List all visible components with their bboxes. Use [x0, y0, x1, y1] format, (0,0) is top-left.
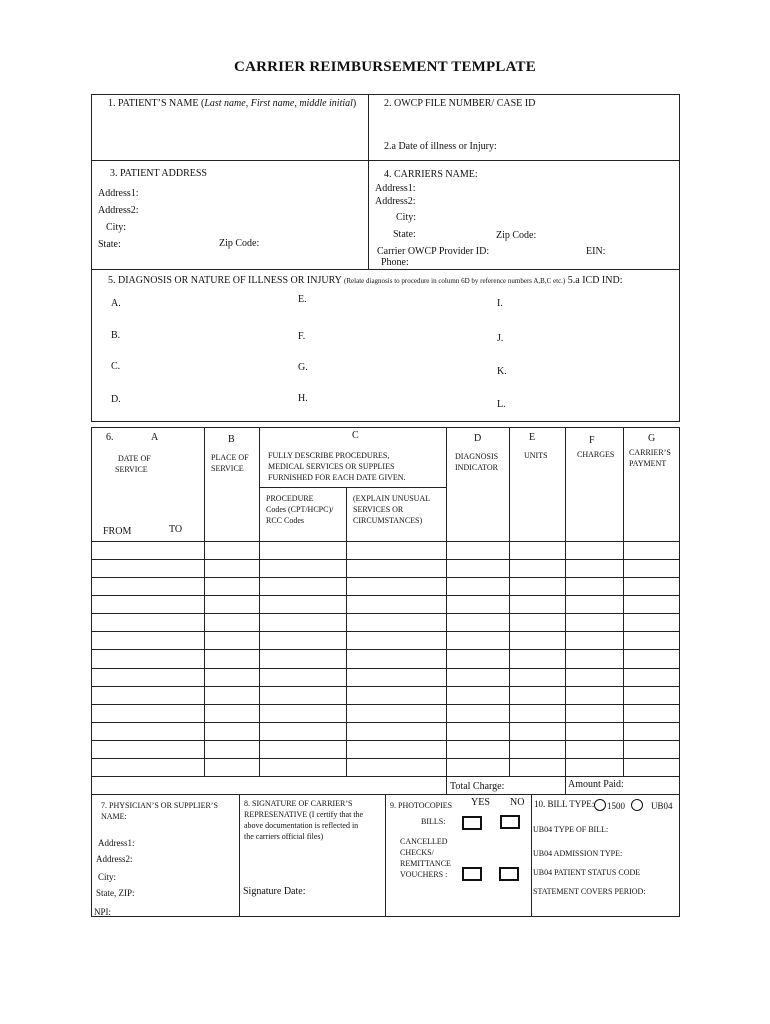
col-C-sub1: FULLY DESCRIBE PROCEDURES,	[268, 451, 390, 460]
diagnosis-J: J.	[497, 333, 504, 344]
explain-label-2: SERVICES OR	[353, 505, 404, 514]
divider	[204, 427, 205, 776]
patient-address2-label: Address2:	[98, 205, 139, 216]
divider	[91, 794, 92, 916]
signature-label-3: above documentation is reflected in	[244, 821, 359, 830]
cancelled-checks-label-1: CANCELLED	[400, 837, 448, 846]
service-row-line	[91, 740, 680, 741]
owcp-file-number-label: 2. OWCP FILE NUMBER/ CASE ID	[384, 98, 536, 109]
yes-label: YES	[471, 797, 490, 808]
col-G-header: G	[648, 433, 656, 444]
col-D-sub2: INDICATOR	[455, 463, 498, 472]
statement-period-label: STATEMENT COVERS PERIOD:	[533, 887, 646, 896]
divider	[91, 421, 680, 422]
col-A-sub1: DATE OF	[118, 454, 151, 463]
signature-date-label: Signature Date:	[243, 886, 306, 897]
diagnosis-F: F.	[298, 331, 306, 342]
patient-address-label: 3. PATIENT ADDRESS	[110, 168, 207, 179]
patient-name-field[interactable]	[94, 112, 366, 158]
diagnosis-E: E.	[298, 294, 307, 305]
physician-address1-label: Address1:	[98, 838, 135, 848]
col-C-header: C	[352, 430, 359, 441]
divider	[679, 94, 680, 421]
divider	[91, 916, 680, 917]
col-F-header: F	[589, 435, 595, 446]
service-row-line	[91, 559, 680, 560]
patient-city-label: City:	[106, 222, 127, 233]
vouchers-no-checkbox[interactable]	[499, 867, 519, 881]
diagnosis-I: I.	[497, 298, 503, 309]
physician-state-zip-label: State, ZIP:	[96, 888, 135, 898]
diagnosis-label: 5. DIAGNOSIS OR NATURE OF ILLNESS OR INJURY (Relate diagnosis to procedure in column 6D by reference numbers A,B,C etc.) 5.a ICD IND:	[108, 275, 623, 286]
cancelled-checks-label-2: CHECKS/	[400, 848, 434, 857]
divider	[91, 427, 92, 794]
divider	[91, 94, 92, 421]
patient-state-label: State:	[98, 239, 121, 250]
patient-zip-label: Zip Code:	[219, 238, 260, 249]
divider	[259, 427, 260, 776]
divider	[259, 487, 446, 488]
col-F-sub1: CHARGES	[577, 450, 615, 459]
service-row-line	[91, 704, 680, 705]
bills-no-checkbox[interactable]	[500, 815, 520, 829]
col-B-sub2: SERVICE	[211, 464, 244, 473]
date-of-injury-label: 2.a Date of illness or Injury:	[384, 141, 497, 152]
carrier-provider-id-label: Carrier OWCP Provider ID:	[377, 246, 490, 257]
col-C-sub2: MEDICAL SERVICES OR SUPPLIES	[268, 462, 395, 471]
icd-ind-label: 5.a ICD IND:	[567, 275, 623, 286]
service-row-line	[91, 686, 680, 687]
patient-name-label: 1. PATIENT’S NAME (Last name, First name, middle initial)	[108, 98, 357, 109]
no-label: NO	[510, 797, 525, 808]
explain-label-3: CIRCUMSTANCES)	[353, 516, 423, 525]
divider	[679, 794, 680, 916]
bill-type-ub04-label: UB04	[651, 801, 673, 811]
amount-paid-label: Amount Paid:	[568, 779, 624, 790]
bill-type-1500-radio[interactable]	[594, 799, 606, 811]
divider	[91, 427, 680, 428]
diagnosis-G: G.	[298, 362, 308, 373]
divider	[91, 269, 680, 270]
col-D-sub1: DIAGNOSIS	[455, 452, 499, 461]
col-B-sub1: PLACE OF	[211, 453, 249, 462]
service-row-line	[91, 668, 680, 669]
form-title: CARRIER REIMBURSEMENT TEMPLATE	[234, 59, 536, 75]
vouchers-yes-checkbox[interactable]	[462, 867, 482, 881]
diagnosis-A: A.	[111, 298, 121, 309]
ub04-status-label: UB04 PATIENT STATUS CODE	[533, 868, 641, 877]
carrier-state-label: State:	[393, 229, 416, 240]
col-B-header: B	[228, 434, 235, 445]
col-E-sub1: UNITS	[524, 451, 548, 460]
col-D-header: D	[474, 433, 482, 444]
procedure-label-1: PROCEDURE	[266, 494, 314, 503]
signature-label-1: 8. SIGNATURE OF CARRIER’S	[244, 799, 353, 808]
divider	[368, 94, 369, 269]
divider	[239, 794, 240, 916]
divider	[385, 794, 386, 916]
photocopies-label: 9. PHOTOCOPIES	[390, 801, 453, 810]
physician-city-label: City:	[98, 872, 117, 882]
bill-type-label: 10. BILL TYPE:	[534, 799, 595, 809]
divider	[446, 427, 447, 794]
carrier-city-label: City:	[396, 212, 417, 223]
service-row-line	[91, 631, 680, 632]
col-A-header: A	[151, 432, 159, 443]
bills-yes-checkbox[interactable]	[462, 816, 482, 830]
carrier-name-label: 4. CARRIERS NAME:	[384, 169, 478, 180]
explain-label-1: (EXPLAIN UNUSUAL	[353, 494, 431, 503]
col-C-sub3: FURNISHED FOR EACH DATE GIVEN.	[268, 473, 406, 482]
diagnosis-note: (Relate diagnosis to procedure in column 6D by reference numbers A,B,C etc.)	[344, 277, 566, 285]
col-A-sub2: SERVICE	[115, 465, 148, 474]
signature-label-2: REPRESENATIVE (I certify that the	[244, 810, 364, 819]
service-row-line	[91, 649, 680, 650]
bill-type-ub04-radio[interactable]	[631, 799, 643, 811]
ub04-type-label: UB04 TYPE OF BILL:	[533, 825, 609, 834]
service-row-line	[91, 758, 680, 759]
service-row-line	[91, 722, 680, 723]
physician-label-1: 7. PHYSICIAN’S OR SUPPLIER’S	[101, 801, 218, 810]
carrier-phone-label: Phone:	[381, 257, 409, 268]
cancelled-checks-label-3: REMITTANCE	[400, 859, 451, 868]
service-row-line	[91, 541, 680, 542]
diagnosis-C: C.	[111, 361, 121, 372]
service-row-line	[91, 613, 680, 614]
physician-address2-label: Address2:	[96, 854, 133, 864]
diagnosis-H: H.	[298, 393, 308, 404]
bill-type-1500-label: 1500	[607, 801, 625, 811]
signature-label-4: the carriers official files)	[244, 832, 324, 841]
divider	[623, 427, 624, 776]
section6-number: 6.	[106, 432, 114, 443]
diagnosis-B: B.	[111, 330, 121, 341]
ub04-admission-label: UB04 ADMISSION TYPE:	[533, 849, 623, 858]
carrier-address2-label: Address2:	[375, 196, 416, 207]
service-row-line	[91, 577, 680, 578]
divider	[91, 160, 680, 161]
bills-label: BILLS:	[421, 817, 446, 826]
carrier-zip-label: Zip Code:	[496, 230, 537, 241]
col-E-header: E	[529, 432, 536, 443]
patient-address1-label: Address1:	[98, 188, 139, 199]
physician-label-2: NAME:	[101, 812, 127, 821]
diagnosis-L: L.	[497, 399, 506, 410]
col-G-sub1: CARRIER’S	[629, 448, 671, 457]
service-row-line	[91, 595, 680, 596]
procedure-label-2: Codes (CPT/HCPC)/	[266, 505, 334, 514]
procedure-label-3: RCC Codes	[266, 516, 305, 525]
carrier-ein-label: EIN:	[586, 246, 606, 257]
divider	[91, 94, 680, 95]
diagnosis-K: K.	[497, 366, 507, 377]
divider	[509, 427, 510, 776]
divider	[531, 794, 532, 916]
divider	[565, 427, 566, 794]
diagnosis-D: D.	[111, 394, 121, 405]
physician-npi-label: NPI:	[94, 907, 112, 917]
to-label: TO	[169, 524, 183, 535]
divider	[679, 427, 680, 794]
total-charge-label: Total Charge:	[450, 781, 505, 792]
service-row-line	[91, 776, 680, 777]
from-label: FROM	[103, 526, 132, 537]
carrier-address1-label: Address1:	[375, 183, 416, 194]
col-G-sub2: PAYMENT	[629, 459, 667, 468]
cancelled-checks-label-4: VOUCHERS :	[400, 870, 448, 879]
